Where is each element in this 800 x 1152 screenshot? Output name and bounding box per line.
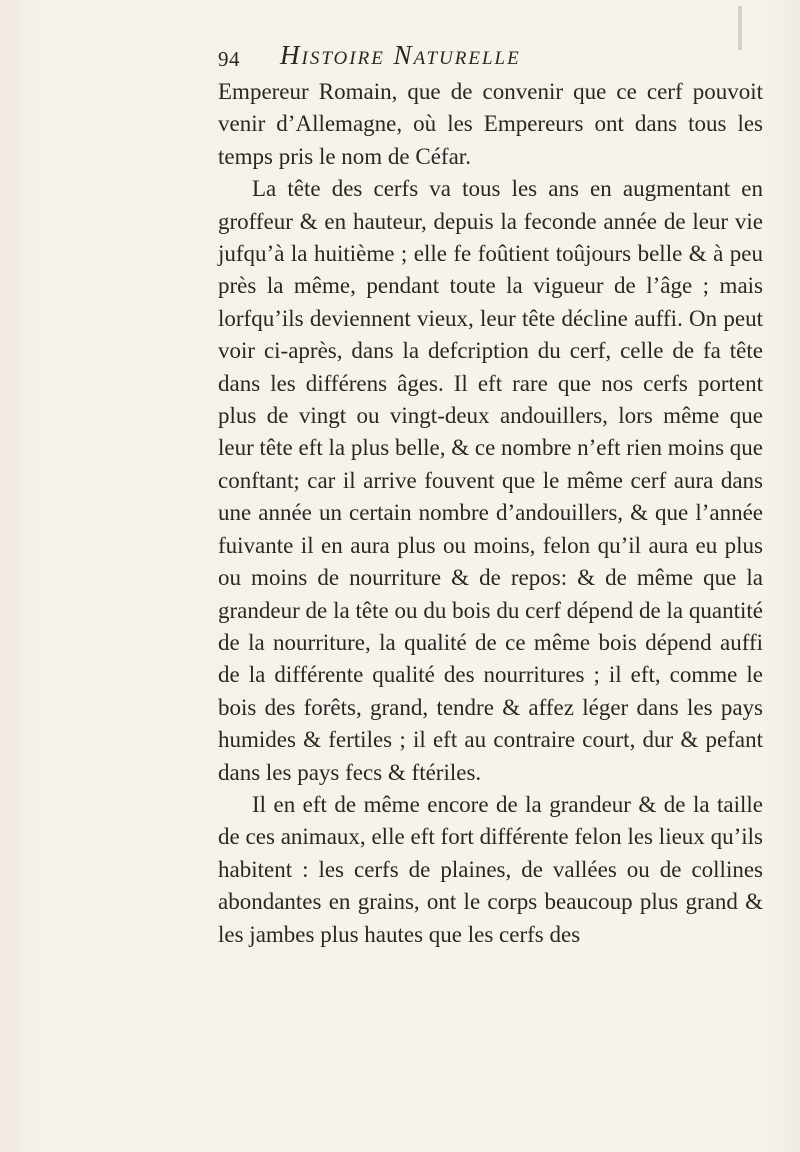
paragraph: La tête des cerfs va tous les ans en augmentant en groffeur & en hauteur, depuis la feconde année de leur vie jufqu’à la huitième ; elle fe foûtient toûjours belle & à peu près la même, pendant toute la vigueur de l’âge ; mais lorfqu’ils deviennent vieux, leur tête décline auffi. On peut voir ci-après, dans la defcription du cerf, celle de fa tête dans les différens âges. Il eft rare que nos cerfs portent plus de vingt ou vingt-deux andouillers, lors même que leur tête eft la plus belle, & ce nombre n’eft rien moins que conftant; car il arrive fouvent que le même cerf aura dans une année un certain nombre d’andouillers, & que l’année fuivante il en aura plus ou moins, felon qu’il aura eu plus ou moins de nourriture & de repos: & de même que la grandeur de la tête ou du bois du cerf dépend de la quantité de la nourriture, la qualité de ce même bois dépend auffi de la différente qualité des nourritures ; il eft, comme le bois des forêts, grand, tendre & affez léger dans les pays humides & fertiles ; il eft au contraire court, dur & pefant dans les pays fecs & ftériles. <box>218 176 763 785</box>
paragraph: Il en eft de même encore de la grandeur & de la taille de ces animaux, elle eft fort différente felon les lieux qu’ils habitent : les cerfs de plaines, de vallées ou de collines abondantes en grains, ont le corps beaucoup plus grand & les jambes plus hautes que les cerfs des <box>218 791 763 947</box>
page-edge-shadow <box>738 6 742 50</box>
page-number: 94 <box>218 47 240 71</box>
page-header <box>218 40 718 80</box>
body-text <box>218 76 763 951</box>
paragraph-continuation: Empereur Romain, que de convenir que ce cerf pouvoit venir d’Allemagne, où les Empereurs ont dans tous les temps pris le nom de Céfar. <box>218 79 763 169</box>
running-title: Histoire Naturelle <box>280 40 521 70</box>
